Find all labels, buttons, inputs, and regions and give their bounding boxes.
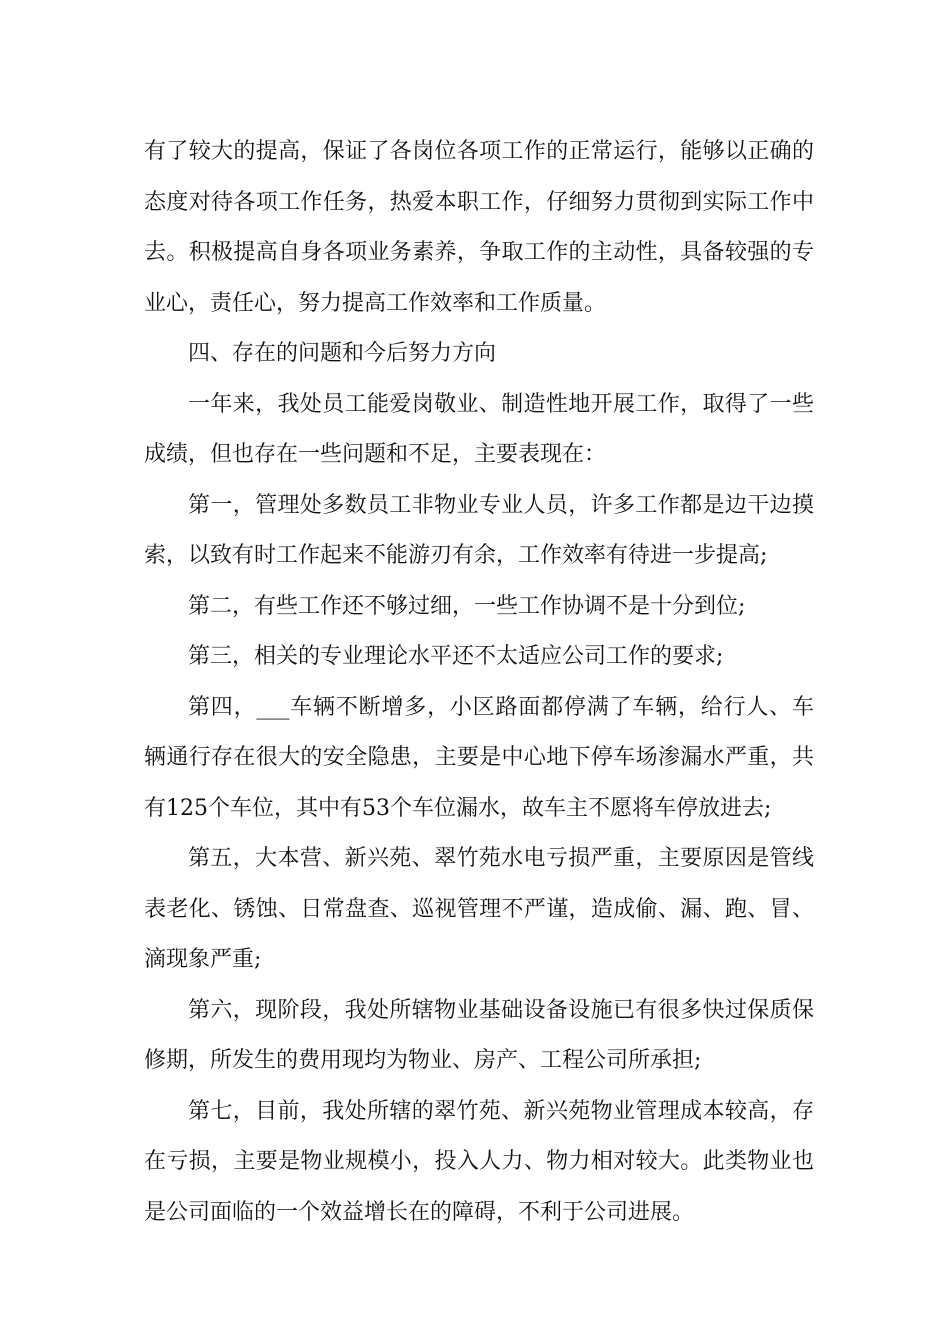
paragraph-3: 一年来，我处员工能爱岗敬业、制造性地开展工作，取得了一些成绩，但也存在一些问题和不足，主要表现在： [144,391,814,467]
paragraph-8: 第五，大本营、新兴苑、翠竹苑水电亏损严重，主要原因是管线表老化、锈蚀、日常盘查、巡视管理不严谨，造成偷、漏、跑、冒、滴现象严重; [144,846,814,972]
paragraph-5: 第二，有些工作还不够过细，一些工作协调不是十分到位; [188,593,746,619]
document-body [144,127,814,1238]
paragraph-7: 第四，___车辆不断增多，小区路面都停满了车辆，给行人、车辆通行存在很大的安全隐患，主要是中心地下停车场渗漏水严重，共有125个车位，其中有53个车位漏水，故车主不愿将车停放进去; [144,694,814,821]
paragraph-9: 第六，现阶段，我处所辖物业基础设备设施已有很多快过保质保修期，所发生的费用现均为物业、房产、工程公司所承担; [144,997,814,1073]
paragraph-4: 第一，管理处多数员工非物业专业人员，许多工作都是边干边摸索，以致有时工作起来不能游刃有余，工作效率有待进一步提高; [144,492,814,568]
paragraph-10: 第七，目前，我处所辖的翠竹苑、新兴苑物业管理成本较高，存在亏损，主要是物业规模小，投入人力、物力相对较大。此类物业也是公司面临的一个效益增长在的障碍，不利于公司进展。 [144,1098,814,1225]
paragraph-1: 有了较大的提高，保证了各岗位各项工作的正常运行，能够以正确的态度对待各项工作任务，热爱本职工作，仔细努力贯彻到实际工作中去。积极提高自身各项业务素养，争取工作的主动性，具备较强的专业心，责任心，努力提高工作效率和工作质量。 [144,139,814,316]
section-heading: 四、存在的问题和今后努力方向 [188,341,497,366]
paragraph-6: 第三，相关的专业理论水平还不太适应公司工作的要求; [188,644,724,669]
